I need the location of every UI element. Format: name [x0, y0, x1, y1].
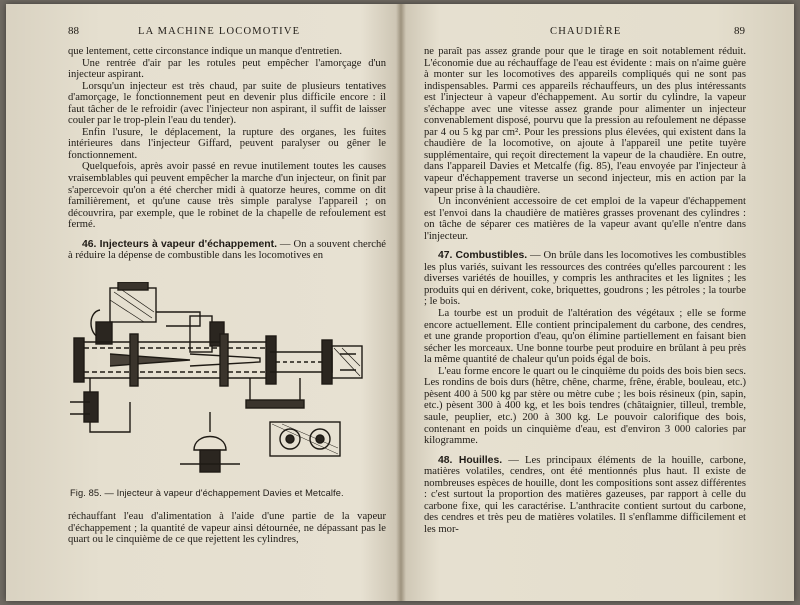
paragraph: ne paraît pas assez grande pour que le tirage en soit notablement réduit. L'économie due au réchauffage de l'eau est évidente : mais on n'aime guère à monter sur les locomotives des appareils compliqués qui ne sont pas indispensables. Parmi ces appareils réchauffeurs, un des plus intéressants est l'injecteur à vapeur d'échappement. Au sortir du cylindre, la vapeur s'échappe avec une vitesse assez grande pour alimenter un injecteur convenablement disposé, pourvu que la pression au refoulement ne dépasse par 4 ou 5 kg par cm². Pour les pressions plus élevées, qui existent dans la chaudière de la locomotive, on ajoute à l'appareil une petite tuyère supplémentaire, qui reçoit directement la vapeur de la chaudière. En outre, dans l'appareil Davies et Metcalfe (fig. 85), l'eau envoyée par l'injecteur à vapeur d'échappement traverse un second injecteur, mis en action par la vapeur prise à la chaudière. [424, 46, 746, 196]
paragraph: réchauffant l'eau d'alimentation à l'aide d'une partie de la vapeur d'échappement ; la quantité de vapeur ainsi détournée, ne dépassant pas le quart ou le cinquième de ce que rejettent les cylindres, [68, 511, 386, 546]
figure-caption: Fig. 85. — Injecteur à vapeur d'échappement Davies et Metcalfe. [70, 488, 344, 498]
paragraph: La tourbe est un produit de l'altération des végétaux ; elle se forme encore actuellement. Elle contient principalement du carbone, des cendres, et une grande proportion d'eau, qu'on élimine partiellement en faisant bien sécher les morceaux. Une bonne tourbe peut produire en brûlant à peu près la même quantité de chaleur qu'un poids égal de bois. [424, 308, 746, 366]
running-header: CHAUDIÈRE [550, 26, 622, 37]
page-number: 89 [734, 25, 745, 37]
paragraph: L'eau forme encore le quart ou le cinquième du poids des bois bien secs. Les rondins de bois durs (hêtre, chêne, charme, frêne, érable, bouleau, etc.) pèsent 400 à 500 kg par stère ou mètre cube ; les bois résineux (pin, sapin, etc.) pèsent 300 à 400 kg, et les bois tendres (châtaignier, tilleul, tremble, saule, peuplier, etc.) 200 à 300 kg. Le pouvoir calorifique des bois, contenant en poids un cinquième d'eau, est d'environ 3 000 calories par kilogramme. [424, 365, 746, 447]
paragraph: Lorsqu'un injecteur est très chaud, par suite de plusieurs tentatives d'amorçage, le fonctionnement peut en devenir plus difficile encore : il faut tâcher de le refroidir (avec l'injecteur non aspirant, il suffit de laisser couler par le trop-plein l'eau du tender). [68, 80, 386, 127]
section-heading: 46. Injecteurs à vapeur d'échappement. [82, 238, 277, 250]
section-paragraph [424, 250, 746, 308]
section-paragraph [68, 239, 386, 262]
book-spread [6, 4, 794, 601]
paragraph: Une rentrée d'air par les rotules peut empêcher l'amorçage d'un injecteur aspirant. [68, 57, 386, 81]
injector-drawing [70, 282, 370, 478]
paragraph: Un inconvénient accessoire de cet emploi de la vapeur d'échappement est l'envoi dans la chaudière de matières grasses provenant des cylindres : on tâche de séparer ces matières de la vapeur avant qu'elle n'entre dans l'injecteur. [424, 196, 746, 242]
text-column [424, 46, 746, 535]
section-text: — On brûle dans les locomotives les combustibles les plus variés, suivant les ressources des contrées qu'elles parcourent : les diverses variétés de houilles, y compris les anthracites et les lignites ; les produits qui en dérivent, coke, briquettes, goudrons ; les pétroles ; la tourbe ; le bois. [424, 250, 746, 308]
text-column [68, 46, 386, 262]
section-paragraph [424, 455, 746, 536]
text-column-continuation [68, 511, 386, 546]
section-text: — Les principaux éléments de la houille, carbone, matières volatiles, cendres, ont été mentionnés plus haut. Il existe de nombreuses espèces de houille, dont les compositions sont assez différentes : c'est surtout la proportion des matières gazeuses, par rapport à celle du carbone fixe, qui les caractérise. L'anthracite contient surtout du carbone, des cendres et très peu de matières volatiles. Il s'enflamme difficilement et les mor- [424, 454, 747, 535]
section-heading: 48. Houilles. [438, 454, 503, 466]
section-text: — On a souvent cherché à réduire la dépense de combustible dans les locomotives en [68, 238, 386, 262]
left-page [6, 4, 400, 601]
paragraph: que lentement, cette circonstance indique un manque d'entretien. [68, 46, 342, 57]
paragraph: Enfin l'usure, le déplacement, la rupture des organes, les fuites intérieures dans l'injecteur Giffard, peuvent paralyser ou gêner le fonctionnement. [68, 126, 386, 161]
running-header: LA MACHINE LOCOMOTIVE [138, 26, 301, 37]
injector-figure [70, 282, 370, 478]
paragraph: Quelquefois, après avoir passé en revue inutilement toutes les causes vraisemblables qui peuvent empêcher la marche d'un injecteur, on finit par s'apercevoir qu'on a été chercher midi à quatorze heures, comme on dit familièrement, et qu'une cause très simple paralyse l'appareil ; on découvrira, par exemple, que le robinet de la chapelle de refoulement est fermé. [68, 161, 386, 231]
page-number: 88 [68, 25, 79, 37]
right-page [400, 4, 794, 601]
section-heading: 47. Combustibles. [438, 250, 528, 262]
